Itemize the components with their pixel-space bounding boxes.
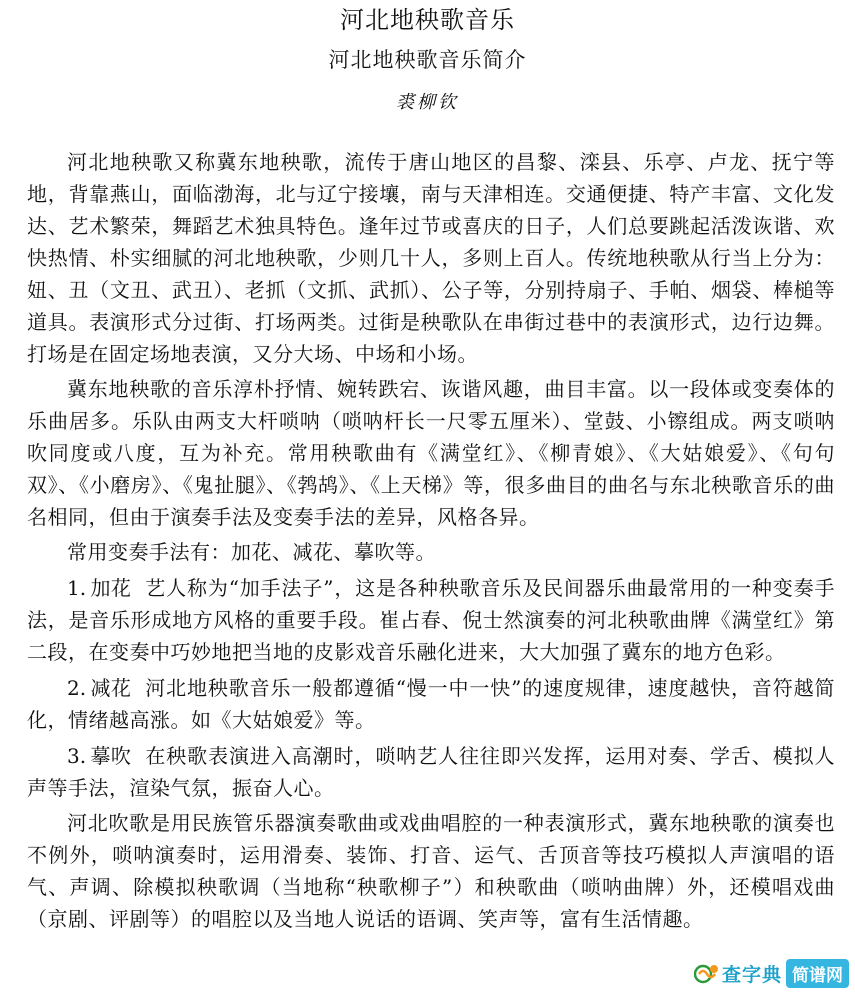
author-name: 裘柳钦 bbox=[396, 92, 459, 113]
technique-text: 河北地秧歌音乐一般都遵循“慢一中一快”的速度规律，速度越快，音符越简化，情绪越高涨。如《大姑娘爱》等。 bbox=[27, 676, 835, 732]
site-watermark[interactable] bbox=[694, 958, 849, 988]
watermark-site-badge: 简谱网 bbox=[786, 959, 849, 988]
page-subtitle: 河北地秧歌音乐简介 bbox=[328, 48, 527, 72]
technique-number: 1. bbox=[67, 576, 87, 600]
technique-name: 减花 bbox=[90, 676, 132, 700]
technique-number: 3. bbox=[67, 744, 87, 768]
article-body bbox=[27, 146, 835, 938]
technique-item bbox=[27, 672, 835, 736]
page-title: 河北地秧歌音乐 bbox=[340, 6, 515, 34]
technique-text: 艺人称为“加手法子”，这是各种秧歌音乐及民间器乐曲最常用的一种变奏手法，是音乐形成地方风格的重要手段。崔占春、倪士然演奏的河北秧歌曲牌《满堂红》第二段，在变奏中巧妙地把当地的皮影戏音乐融化进来，大大加强了冀东的地方色彩。 bbox=[27, 576, 835, 664]
technique-heading bbox=[67, 744, 145, 768]
chazidian-logo-icon bbox=[694, 961, 720, 985]
technique-number: 2. bbox=[67, 676, 87, 700]
technique-name: 加花 bbox=[90, 576, 132, 600]
technique-heading bbox=[67, 676, 145, 700]
paragraph: 冀东地秧歌的音乐淳朴抒情、婉转跌宕、诙谐风趣，曲目丰富。以一段体或变奏体的乐曲居多。乐队由两支大杆唢呐（唢呐杆长一尺零五厘米）、堂鼓、小镲组成。两支唢呐吹同度或八度，互为补充。常用秧歌曲有《满堂红》、《柳青娘》、《大姑娘爱》、《句句双》、《小磨房》、《鬼扯腿》、《鹁鸪》、《上天梯》等，很多曲目的曲名与东北秧歌音乐的曲名相同，但由于演奏手法及变奏手法的差异，风格各异。 bbox=[27, 377, 835, 529]
technique-name: 摹吹 bbox=[90, 744, 132, 768]
technique-item bbox=[27, 572, 835, 668]
technique-heading bbox=[67, 576, 145, 600]
paragraph: 常用变奏手法有：加花、减花、摹吹等。 bbox=[67, 540, 436, 564]
closing-paragraph: 河北吹歌是用民族管乐器演奏歌曲或戏曲唱腔的一种表演形式，冀东地秧歌的演奏也不例外，唢呐演奏时，运用滑奏、装饰、打音、运气、舌顶音等技巧模拟人声演唱的语气、声调、除模拟秧歌调（当地称“秧歌柳子”）和秧歌曲（唢呐曲牌）外，还模唱戏曲（京剧、评剧等）的唱腔以及当地人说话的语调、笑声等，富有生活情趣。 bbox=[27, 811, 835, 931]
technique-text: 在秧歌表演进入高潮时，唢呐艺人往往即兴发挥，运用对奏、学舌、模拟人声等手法，渲染气氛，振奋人心。 bbox=[27, 744, 836, 800]
paragraph: 河北地秧歌又称冀东地秧歌，流传于唐山地区的昌黎、滦县、乐亭、卢龙、抚宁等地，背靠燕山，面临渤海，北与辽宁接壤，南与天津相连。交通便捷、特产丰富、文化发达、艺术繁荣，舞蹈艺术独具特色。逢年过节或喜庆的日子，人们总要跳起活泼诙谐、欢快热情、朴实细腻的河北地秧歌，少则几十人，多则上百人。传统地秧歌从行当上分为：妞、丑（文丑、武丑）、老抓（文抓、武抓）、公子等，分别持扇子、手帕、烟袋、棒槌等道具。表演形式分过街、打场两类。过街是秧歌队在串街过巷中的表演形式，边行边舞。打场是在固定场地表演，又分大场、中场和小场。 bbox=[27, 150, 835, 366]
technique-item bbox=[27, 740, 835, 804]
watermark-brand: 查字典 bbox=[721, 963, 782, 986]
